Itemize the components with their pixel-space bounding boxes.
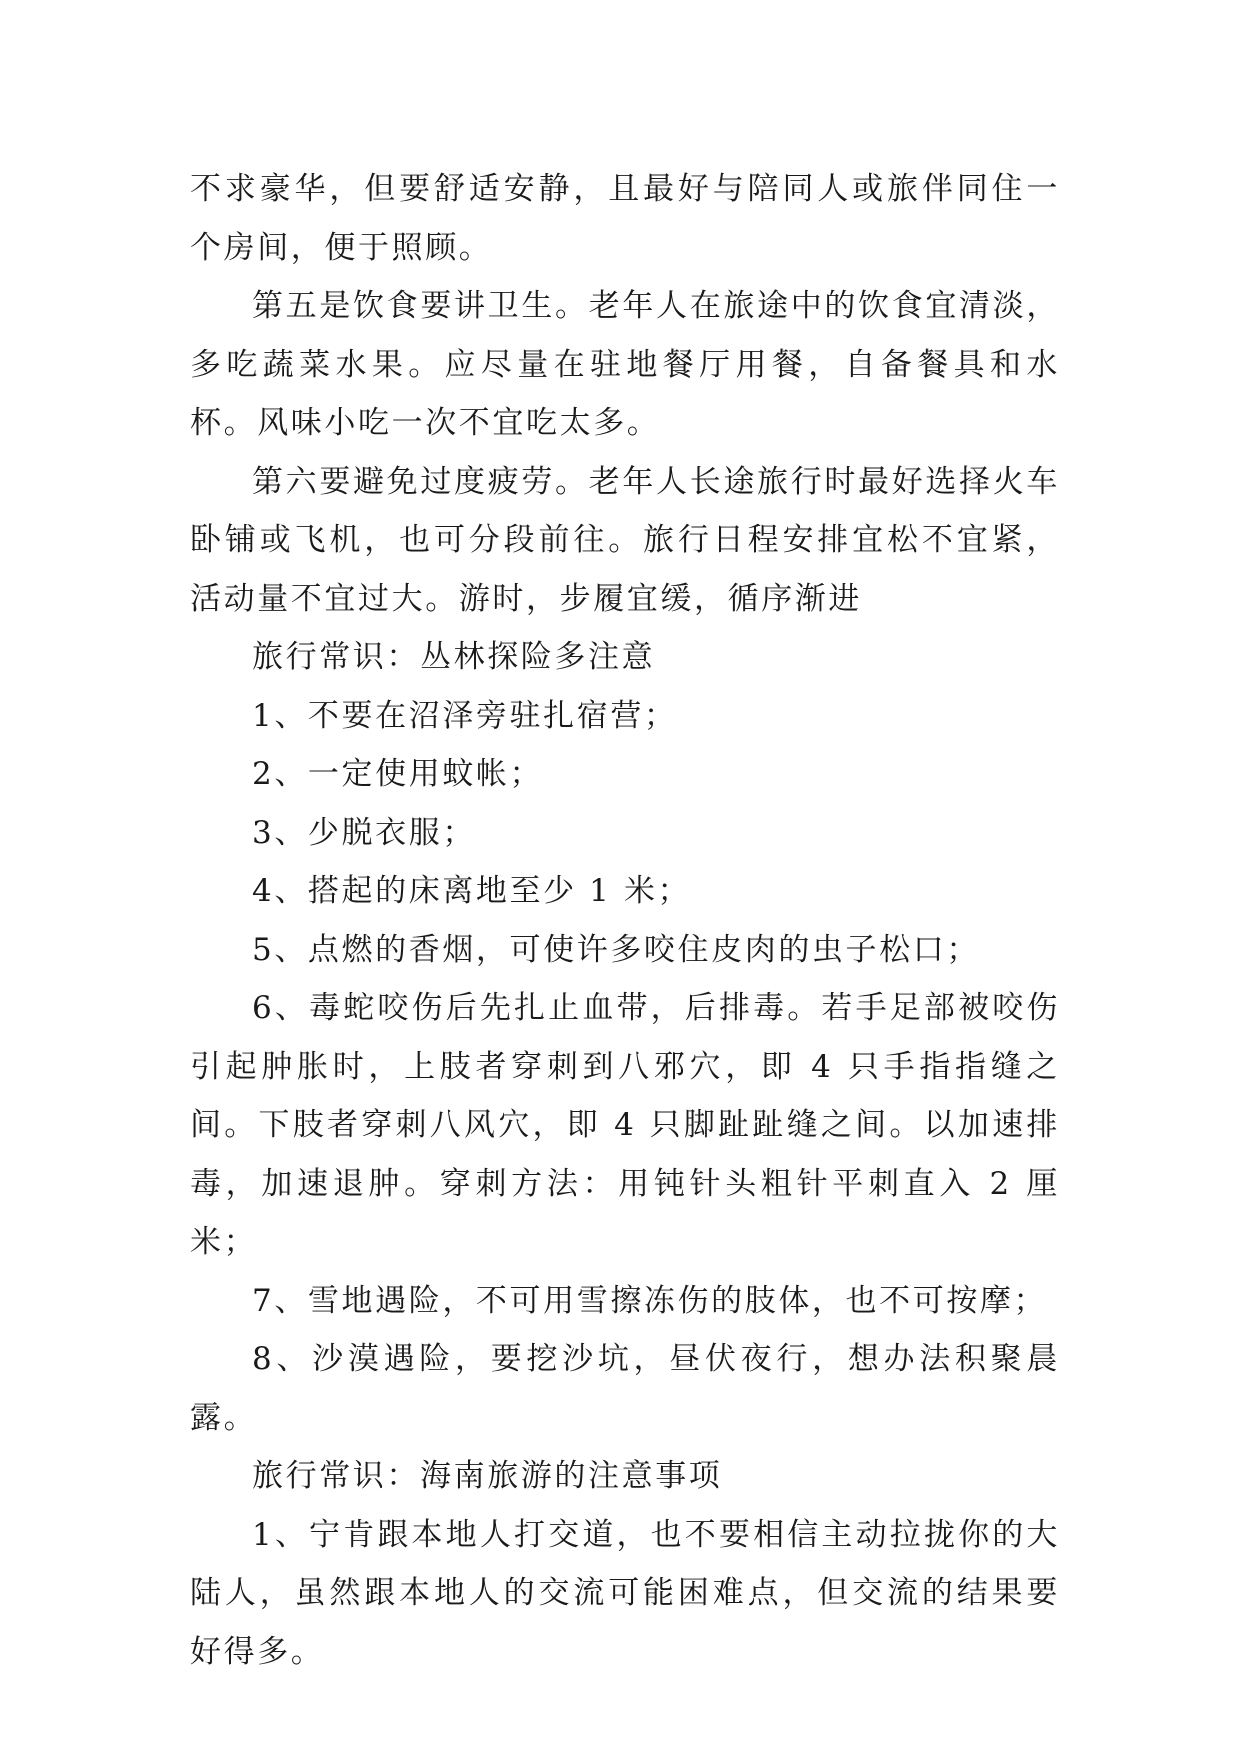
list-item: 1、宁肯跟本地人打交道，也不要相信主动拉拢你的大陆人，虽然跟本地人的交流可能困难点，但交流的结果要好得多。 xyxy=(190,1516,1060,1670)
section-heading: 旅行常识：海南旅游的注意事项 xyxy=(252,1458,723,1494)
paragraph: 不求豪华，但要舒适安静，且最好与陪同人或旅伴同住一个房间，便于照顾。 xyxy=(190,171,1060,266)
list-item: 5、点燃的香烟，可使许多咬住皮肉的虫子松口； xyxy=(252,931,980,968)
list-item: 8、沙漠遇险，要挖沙坑，昼伏夜行，想办法积聚晨露。 xyxy=(190,1341,1060,1436)
paragraph: 第五是饮食要讲卫生。老年人在旅途中的饮食宜清淡，多吃蔬菜水果。应尽量在驻地餐厅用餐，自备餐具和水杯。风味小吃一次不宜吃太多。 xyxy=(190,288,1060,441)
list-item: 4、搭起的床离地至少 1 米； xyxy=(252,873,692,909)
list-item: 1、不要在沼泽旁驻扎宿营； xyxy=(252,697,678,734)
paragraph: 第六要避免过度疲劳。老年人长途旅行时最好选择火车卧铺或飞机，也可分段前往。旅行日程安排宜松不宜紧，活动量不宜过大。游时，步履宜缓，循序渐进 xyxy=(190,463,1060,617)
list-item: 2、一定使用蚊帐； xyxy=(252,756,544,792)
list-item: 6、毒蛇咬伤后先扎止血带，后排毒。若手足部被咬伤引起肿胀时，上肢者穿刺到八邪穴，即 4 只手指指缝之间。下肢者穿刺八风穴，即 4 只脚趾趾缝之间。以加速排毒，加速退肿。穿刺方法：用钝针头粗针平刺直入 2 厘米； xyxy=(190,990,1060,1260)
section-heading: 旅行常识：丛林探险多注意 xyxy=(252,639,656,675)
list-item: 3、少脱衣服； xyxy=(252,814,476,851)
list-item: 7、雪地遇险，不可用雪擦冻伤的肢体，也不可按摩； xyxy=(252,1282,1048,1319)
document-body xyxy=(190,160,1060,1681)
